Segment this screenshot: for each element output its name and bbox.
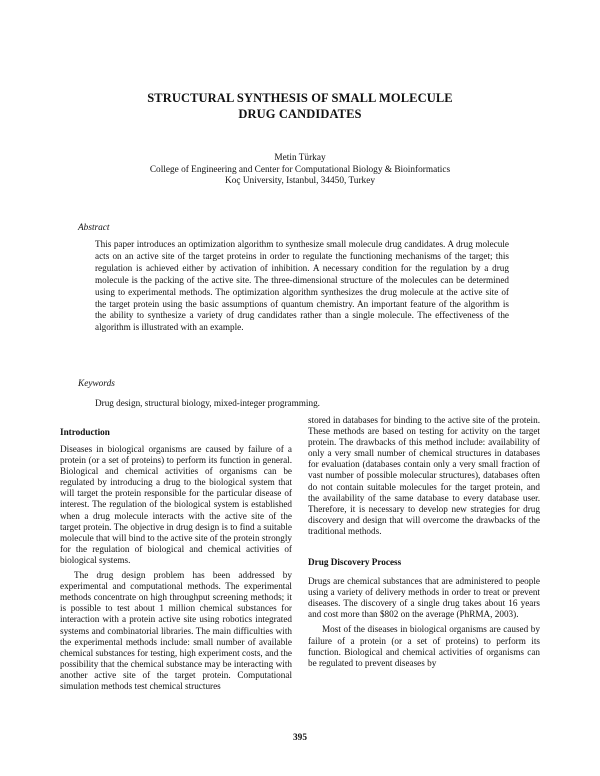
affiliation-line-1: College of Engineering and Center for Computational Biology & Bioinformatics — [149, 164, 451, 175]
left-column — [60, 427, 292, 692]
introduction-paragraph-3: stored in databases for binding to the active site of the protein. These methods are based on testing for activity on the target protein. The drawbacks of this method include: availability of only a very small number of chemical structures in databases for evaluation (databases contain only a very small fraction of vast number of possible molecular structures), databases often do not contain suitable molecules for the target protein, and the availability of the same database to every database user. Therefore, it is necessary to develop new strategies for drug discovery and design that will overcome the drawbacks of the traditional methods. — [308, 415, 540, 536]
title-line-2: DRUG CANDIDATES — [238, 107, 362, 121]
keywords-text: Drug design, structural biology, mixed-integer programming. — [95, 398, 320, 408]
introduction-paragraph-2: The drug design problem has been addressed by experimental and computational methods. The experimental methods concentrate on high throughput screening methods; it is possible to test about 1 million chemical substances for interaction with a protein active site using robotics integrated systems and combinatorial libraries. The main difficulties with the experimental methods include: small number of available chemical substances for testing, high experiment costs, and the possibility that the chemical substance may be interacting with another active site of the target protein. Computational simulation methods test chemical structures — [60, 570, 292, 691]
page-number: 395 — [293, 733, 307, 743]
introduction-heading: Introduction — [60, 427, 110, 437]
author-block — [0, 153, 600, 188]
drug-discovery-heading: Drug Discovery Process — [308, 557, 402, 568]
affiliation-line-2: Koç University, Istanbul, 34450, Turkey — [225, 176, 375, 186]
introduction-paragraph-1: Diseases in biological organisms are caused by failure of a protein (or a set of proteins) to perform its function in general. Biological and chemical activities of organisms can be regulated by introducing a drug to the biological system that will target the protein responsible for the particular disease of interest. The regulation of the biological system is established when a drug molecule interacts with the active site of the target protein. The objective in drug design is to find a suitable molecule that will bind to the active site of the protein strongly for the regulation of biological and chemical activities of biological systems. — [60, 444, 292, 565]
paper-title — [0, 90, 600, 122]
drug-discovery-paragraph-2: Most of the diseases in biological organisms are caused by failure of a protein (or a set of proteins) to perform its function. Biological and chemical activities of organisms can be regulated to prevent diseases by — [308, 624, 540, 668]
author-name: Metin Türkay — [274, 153, 326, 163]
right-column — [308, 415, 540, 669]
abstract-text: This paper introduces an optimization algorithm to synthesize small molecule drug candidates. A drug molecule acts on an active site of the target proteins in order to regulate the functioning mechanisms of the target; this regulation is achieved either by activation of inhibition. A necessary condition for the regulation by a drug molecule is the packing of the active site. The three-dimensional structure of the molecules can be determined using to experimental methods. The optimization algorithm synthesizes the drug molecule at the active site of the target protein using the basic assumptions of quantum chemistry. An important feature of the algorithm is the ability to synthesize a variety of drug candidates rather than a single molecule. The effectiveness of the algorithm is illustrated with an example. — [95, 239, 509, 333]
keywords-heading: Keywords — [78, 379, 115, 389]
drug-discovery-paragraph-1: Drugs are chemical substances that are administered to people using a variety of delivery methods in order to treat or prevent diseases. The discovery of a single drug takes about 16 years and cost more than $802 on the average (PhRMA, 2003). — [308, 576, 540, 620]
abstract-heading: Abstract — [78, 223, 110, 233]
title-line-1: STRUCTURAL SYNTHESIS OF SMALL MOLECULE — [147, 91, 453, 105]
